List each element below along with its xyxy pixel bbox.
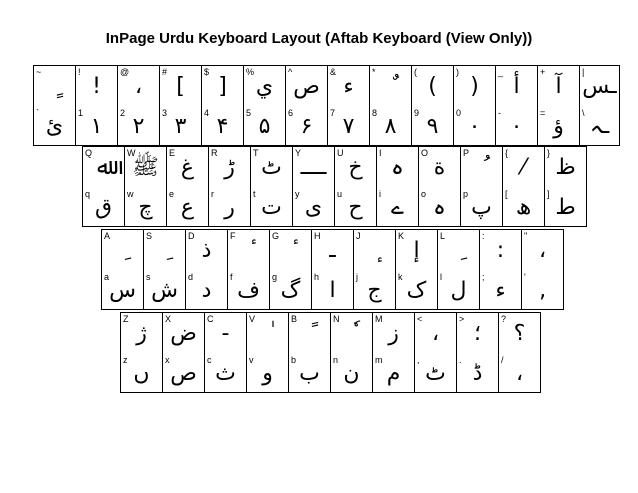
key-s — [143, 229, 186, 310]
shift-glyph: ــــ — [300, 155, 327, 180]
shift-label: O — [421, 148, 429, 158]
shift-label: R — [211, 148, 218, 158]
key-- — [495, 65, 538, 146]
shift-glyph: ) — [470, 74, 479, 99]
base-label: 0 — [456, 108, 462, 118]
key-; — [479, 229, 522, 310]
shift-glyph: ء — [343, 74, 354, 99]
shift-glyph: ض — [170, 321, 197, 346]
shift-glyph: ، — [538, 238, 547, 263]
shift-label: U — [337, 148, 344, 158]
key-[ — [502, 146, 545, 227]
shift-label: A — [104, 231, 111, 241]
shift-glyph — [354, 239, 395, 263]
shift-glyph: ﷲ — [97, 155, 110, 180]
key-f — [227, 229, 270, 310]
key-j — [353, 229, 396, 310]
shift-glyph: - — [221, 321, 230, 346]
base-glyph: ج — [367, 278, 382, 303]
key-7 — [327, 65, 370, 146]
key-8 — [369, 65, 412, 146]
shift-label: G — [272, 231, 280, 241]
base-glyph: ص — [170, 361, 197, 386]
shift-glyph: ص — [293, 74, 320, 99]
base-label: w — [127, 189, 134, 199]
shift-glyph: ، — [431, 321, 440, 346]
base-label: . — [459, 355, 462, 365]
shift-label: Y — [295, 148, 302, 158]
shift-label: L — [440, 231, 446, 241]
shift-label: H — [314, 231, 321, 241]
key-q — [82, 146, 125, 227]
base-glyph: ۵ — [258, 114, 271, 139]
base-label: , — [417, 355, 420, 365]
shift-glyph: ذ — [201, 238, 212, 263]
shift-glyph: آ — [555, 74, 562, 99]
base-glyph: ا — [329, 278, 336, 303]
key-' — [521, 229, 564, 310]
shift-label: D — [188, 231, 195, 241]
shift-label: ) — [456, 67, 459, 77]
base-glyph: ط — [555, 195, 576, 220]
base-label: b — [291, 355, 297, 365]
shift-label: J — [356, 231, 361, 241]
shift-glyph: غ — [180, 155, 195, 180]
base-label: 1 — [78, 108, 84, 118]
key-g — [269, 229, 312, 310]
base-label: 9 — [414, 108, 420, 118]
shift-glyph: ظ — [555, 155, 576, 180]
shift-glyph — [144, 239, 185, 263]
key-/ — [498, 312, 541, 393]
base-glyph: ع — [180, 195, 195, 220]
shift-glyph: إ — [413, 238, 420, 263]
base-label: 7 — [330, 108, 336, 118]
key-9 — [411, 65, 454, 146]
base-glyph: ۸ — [384, 114, 397, 139]
shift-label: < — [417, 314, 423, 324]
key-3 — [159, 65, 202, 146]
shift-glyph: ؟ — [513, 321, 526, 346]
key-d — [185, 229, 228, 310]
shift-label: ^ — [288, 67, 293, 77]
shift-label: & — [330, 67, 337, 77]
key-w — [124, 146, 167, 227]
key-o — [418, 146, 461, 227]
shift-label: } — [547, 148, 551, 158]
base-glyph: د — [201, 278, 212, 303]
page-title: InPage Urdu Keyboard Layout (Aftab Keyboard (View Only)) — [105, 30, 533, 47]
key-z — [120, 312, 163, 393]
base-glyph: ن — [343, 361, 360, 386]
base-glyph: ب — [299, 361, 320, 386]
base-label: x — [165, 355, 170, 365]
key-= — [537, 65, 580, 146]
base-glyph: ؤ — [553, 114, 564, 139]
base-label: v — [249, 355, 254, 365]
base-glyph: ھ — [515, 195, 532, 220]
base-label: f — [230, 272, 233, 282]
shift-label: C — [207, 314, 214, 324]
key-] — [544, 146, 587, 227]
shift-label: " — [524, 231, 528, 241]
shift-label: V — [249, 314, 256, 324]
base-glyph: ث — [215, 361, 236, 386]
shift-label: * — [372, 67, 376, 77]
base-label: - — [498, 108, 501, 118]
base-glyph: ک — [406, 278, 427, 303]
shift-glyph: ـ — [329, 238, 336, 263]
key-. — [456, 312, 499, 393]
shift-glyph: ، — [134, 74, 143, 99]
shift-glyph — [461, 156, 502, 180]
base-label: u — [337, 189, 343, 199]
base-label: ] — [547, 189, 550, 199]
base-label: p — [463, 189, 469, 199]
base-glyph: ۶ — [300, 114, 313, 139]
base-glyph: ء — [495, 278, 506, 303]
base-glyph: ۴ — [216, 114, 229, 139]
shift-glyph: ؛ — [474, 321, 481, 346]
base-label: 3 — [162, 108, 168, 118]
shift-label: ? — [501, 314, 507, 324]
shift-label: _ — [498, 67, 504, 77]
shift-label: E — [169, 148, 176, 158]
key-a — [101, 229, 144, 310]
base-glyph: ت — [261, 195, 282, 220]
key-` — [33, 65, 76, 146]
shift-glyph: ڑ — [224, 155, 235, 180]
base-label: 8 — [372, 108, 378, 118]
base-glyph: ل — [450, 278, 467, 303]
shift-glyph: [ — [176, 74, 185, 99]
shift-glyph — [331, 322, 372, 346]
base-label: j — [356, 272, 358, 282]
shift-glyph — [370, 75, 411, 99]
base-label: c — [207, 355, 212, 365]
shift-label: N — [333, 314, 340, 324]
base-label: a — [104, 272, 110, 282]
base-label: y — [295, 189, 300, 199]
key-y — [292, 146, 335, 227]
base-label: 5 — [246, 108, 252, 118]
base-glyph: ۷ — [342, 114, 355, 139]
shift-glyph: ! — [92, 74, 101, 99]
base-glyph: پ — [471, 195, 492, 220]
shift-glyph: ژ — [136, 321, 147, 346]
base-label: n — [333, 355, 339, 365]
shift-glyph — [247, 322, 288, 346]
base-label: 6 — [288, 108, 294, 118]
key-t — [250, 146, 293, 227]
shift-label: ! — [78, 67, 81, 77]
base-glyph: ق — [94, 195, 113, 220]
base-glyph: ش — [151, 278, 178, 303]
shift-label: K — [398, 231, 405, 241]
key-5 — [243, 65, 286, 146]
shift-label: ( — [414, 67, 417, 77]
shift-label: T — [253, 148, 259, 158]
base-glyph: ف — [237, 278, 260, 303]
shift-label: F — [230, 231, 236, 241]
base-glyph: ر — [224, 195, 235, 220]
shift-label: X — [165, 314, 172, 324]
shift-glyph — [34, 75, 75, 99]
base-glyph: ، — [515, 361, 524, 386]
base-glyph: ‚ — [539, 278, 546, 303]
shift-glyph: خ — [348, 155, 363, 180]
shift-glyph: ہ — [391, 155, 404, 180]
key-4 — [201, 65, 244, 146]
base-label: q — [85, 189, 91, 199]
key-n — [330, 312, 373, 393]
key-i — [376, 146, 419, 227]
key-v — [246, 312, 289, 393]
key-c — [204, 312, 247, 393]
base-label: e — [169, 189, 175, 199]
base-glyph: و — [262, 361, 273, 386]
base-glyph: ڈ — [472, 361, 483, 386]
key-, — [414, 312, 457, 393]
key-2 — [117, 65, 160, 146]
shift-glyph: ـس — [582, 74, 617, 99]
shift-label: { — [505, 148, 509, 158]
base-label: 4 — [204, 108, 210, 118]
base-glyph: ے — [391, 195, 404, 220]
shift-label: > — [459, 314, 465, 324]
base-glyph: گ — [280, 278, 301, 303]
base-glyph: س — [109, 278, 136, 303]
shift-label: @ — [120, 67, 130, 77]
base-glyph: ۹ — [426, 114, 439, 139]
shift-glyph — [289, 322, 330, 346]
key-m — [372, 312, 415, 393]
base-label: k — [398, 272, 403, 282]
shift-glyph: ي — [255, 74, 274, 99]
key-x — [162, 312, 205, 393]
shift-label: ~ — [36, 67, 42, 77]
base-glyph: ہ — [433, 195, 446, 220]
key-l — [437, 229, 480, 310]
shift-glyph: : — [496, 238, 505, 263]
base-label: h — [314, 272, 320, 282]
base-glyph: ۰ — [468, 114, 481, 139]
base-label: l — [440, 272, 442, 282]
shift-label: # — [162, 67, 168, 77]
base-label: r — [211, 189, 214, 199]
base-label: s — [146, 272, 151, 282]
shift-glyph — [270, 239, 311, 263]
shift-label: $ — [204, 67, 210, 77]
shift-label: : — [482, 231, 485, 241]
base-label: z — [123, 355, 128, 365]
base-label: i — [379, 189, 381, 199]
base-glyph: ۱ — [90, 114, 103, 139]
base-label: = — [540, 108, 546, 118]
base-label: d — [188, 272, 194, 282]
base-label: ` — [36, 108, 39, 118]
key-0 — [453, 65, 496, 146]
base-label: o — [421, 189, 427, 199]
base-label: ' — [524, 272, 526, 282]
base-glyph: ۲ — [132, 114, 145, 139]
base-glyph: ٠ — [510, 114, 523, 139]
shift-glyph — [102, 239, 143, 263]
shift-glyph: ٹ — [261, 155, 282, 180]
key-h — [311, 229, 354, 310]
base-glyph: ی — [304, 195, 323, 220]
shift-label: M — [375, 314, 383, 324]
base-glyph: ۳ — [174, 114, 187, 139]
base-glyph: چ — [138, 195, 153, 220]
base-label: \ — [582, 108, 585, 118]
base-glyph: ح — [348, 195, 363, 220]
base-label: / — [501, 355, 504, 365]
key-r — [208, 146, 251, 227]
key-b — [288, 312, 331, 393]
key-u — [334, 146, 377, 227]
shift-glyph: ة — [433, 155, 446, 180]
base-glyph: م — [386, 361, 401, 386]
key-6 — [285, 65, 328, 146]
base-glyph: ـہ — [589, 114, 610, 139]
base-label: 2 — [120, 108, 126, 118]
key-p — [460, 146, 503, 227]
shift-label: Q — [85, 148, 93, 158]
shift-glyph: ﷺ — [132, 155, 159, 180]
shift-glyph: ] — [218, 74, 227, 99]
shift-glyph: ⁄ — [521, 155, 526, 180]
base-label: t — [253, 189, 256, 199]
shift-glyph — [228, 239, 269, 263]
base-label: m — [375, 355, 383, 365]
shift-label: | — [582, 67, 585, 77]
key-\ — [579, 65, 620, 146]
key-e — [166, 146, 209, 227]
shift-label: I — [379, 148, 382, 158]
shift-label: W — [127, 148, 136, 158]
shift-glyph: ( — [428, 74, 437, 99]
shift-glyph: أ — [513, 74, 520, 99]
base-glyph: ٹ — [425, 361, 446, 386]
shift-label: P — [463, 148, 470, 158]
base-label: ; — [482, 272, 485, 282]
shift-label: + — [540, 67, 546, 77]
shift-glyph: ز — [388, 321, 399, 346]
base-glyph: ں — [133, 361, 150, 386]
shift-label: Z — [123, 314, 129, 324]
key-k — [395, 229, 438, 310]
shift-glyph — [438, 239, 479, 263]
base-label: g — [272, 272, 278, 282]
key-1 — [75, 65, 118, 146]
shift-label: B — [291, 314, 298, 324]
shift-label: % — [246, 67, 255, 77]
shift-label: S — [146, 231, 153, 241]
base-label: [ — [505, 189, 508, 199]
base-glyph: ئ — [45, 114, 64, 139]
